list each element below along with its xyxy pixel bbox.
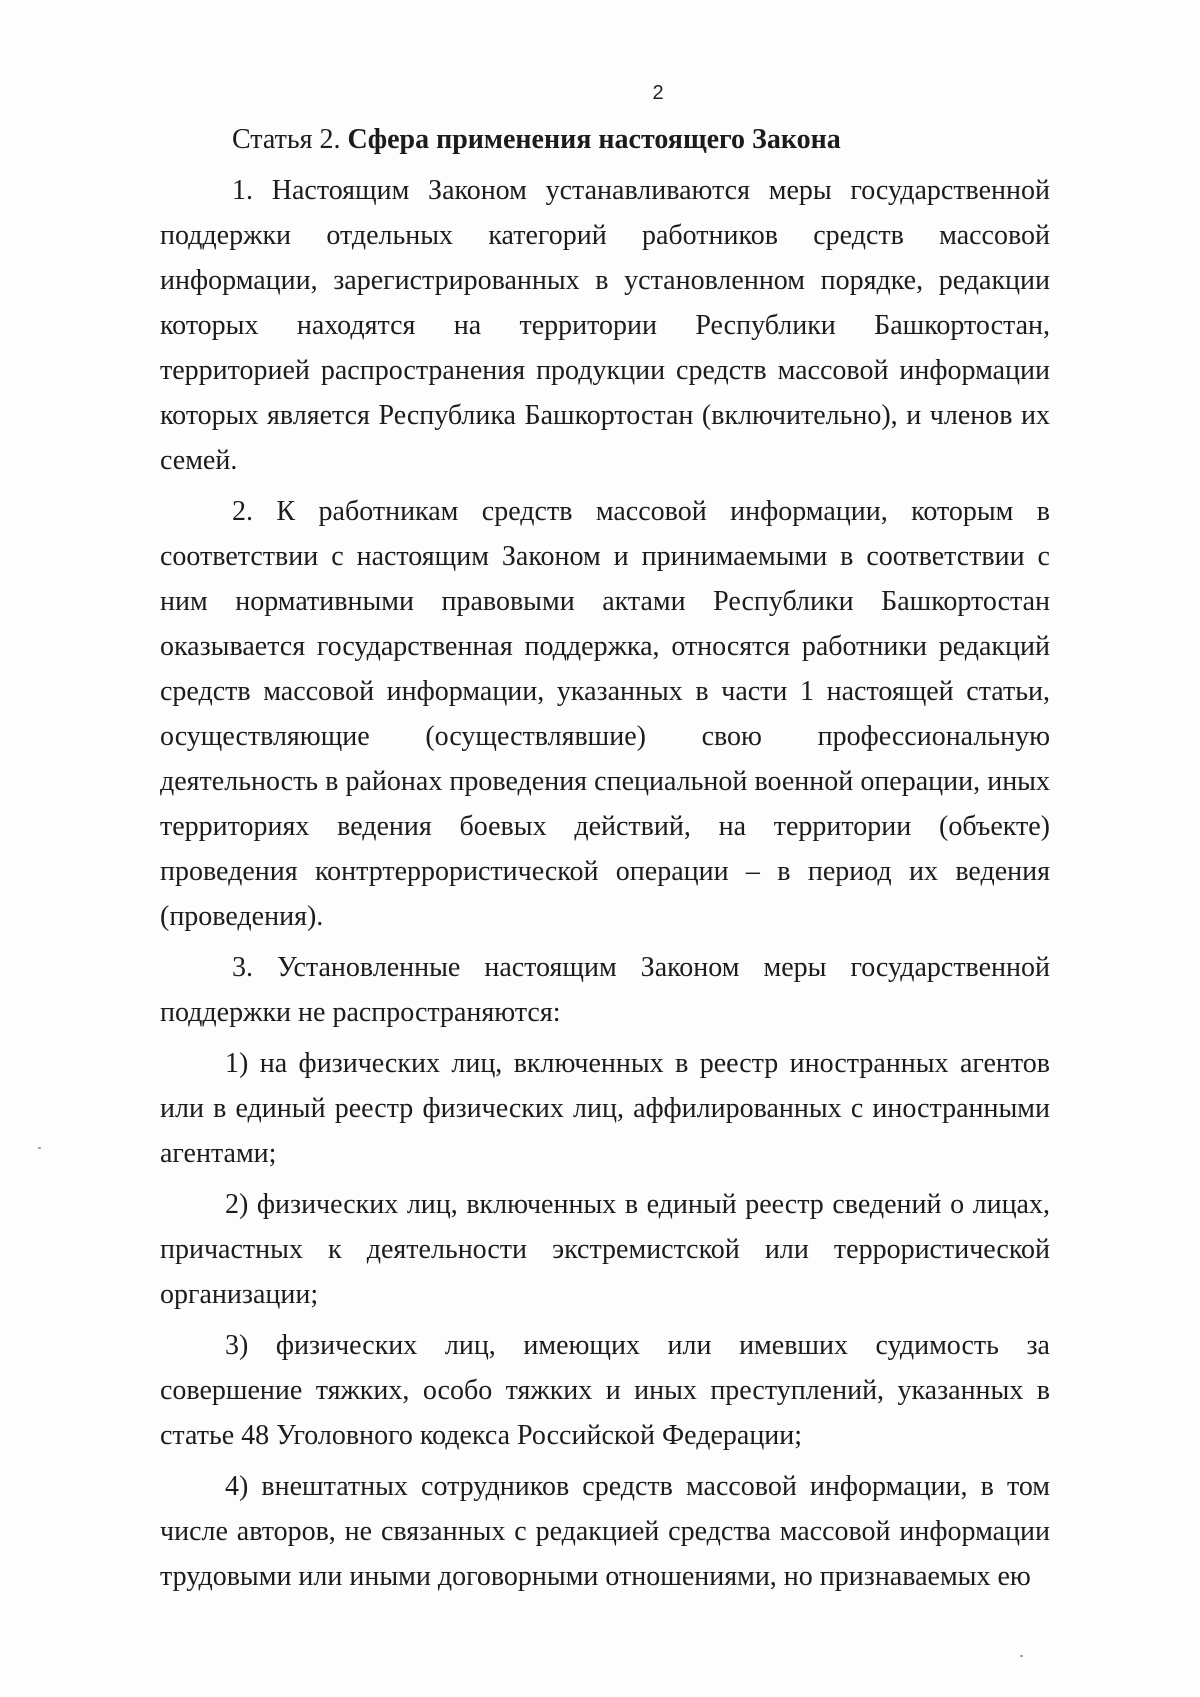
- list-item-2: 2) физических лиц, включенных в единый реестр сведений о лицах, причастных к деятельности экстремистской или террористической организации;: [160, 1189, 1050, 1310]
- paragraph-2: 2. К работникам средств массовой информации, которым в соответствии с настоящим Законом и принимаемыми в соответствии с ним нормативными правовыми актами Республики Башкортостан оказывается государственная поддержка, относятся работники редакций средств массовой информации, указанных в части 1 настоящей статьи, осуществляющие (осуществлявшие) свою профессиональную деятельность в районах проведения специальной военной операции, иных территориях ведения боевых действий, на территории (объекте) проведения контртеррористической операции – в период их ведения (проведения).: [160, 496, 1050, 932]
- article-heading: [160, 120, 1050, 160]
- list-item-4: 4) внештатных сотрудников средств массовой информации, в том числе авторов, не связанных с редакцией средства массовой информации трудовыми или иными договорными отношениями, но признаваемых ею: [160, 1471, 1050, 1592]
- list-item-1: 1) на физических лиц, включенных в реестр иностранных агентов или в единый реестр физических лиц, аффилированных с иностранными агентами;: [160, 1048, 1050, 1169]
- article-title: Сфера применения настоящего Закона: [347, 124, 841, 155]
- paragraph-3: 3. Установленные настоящим Законом меры государственной поддержки не распространяются:: [160, 952, 1050, 1028]
- paragraph-1: 1. Настоящим Законом устанавливаются меры государственной поддержки отдельных категорий работников средств массовой информации, зарегистрированных в установленном порядке, редакции которых находятся на территории Республики Башкортостан, территорией распространения продукции средств массовой информации которых является Республика Башкортостан (включительно), и членов их семей.: [160, 175, 1050, 476]
- article-label: Статья 2.: [232, 124, 341, 155]
- scan-speck: [38, 1147, 41, 1149]
- list-item-3: 3) физических лиц, имеющих или имевших судимость за совершение тяжких, особо тяжких и иных преступлений, указанных в статье 48 Уголовного кодекса Российской Федерации;: [160, 1330, 1050, 1451]
- page-number: 2: [652, 82, 664, 104]
- scan-speck: [1020, 1655, 1023, 1657]
- document-body: [160, 120, 1050, 1605]
